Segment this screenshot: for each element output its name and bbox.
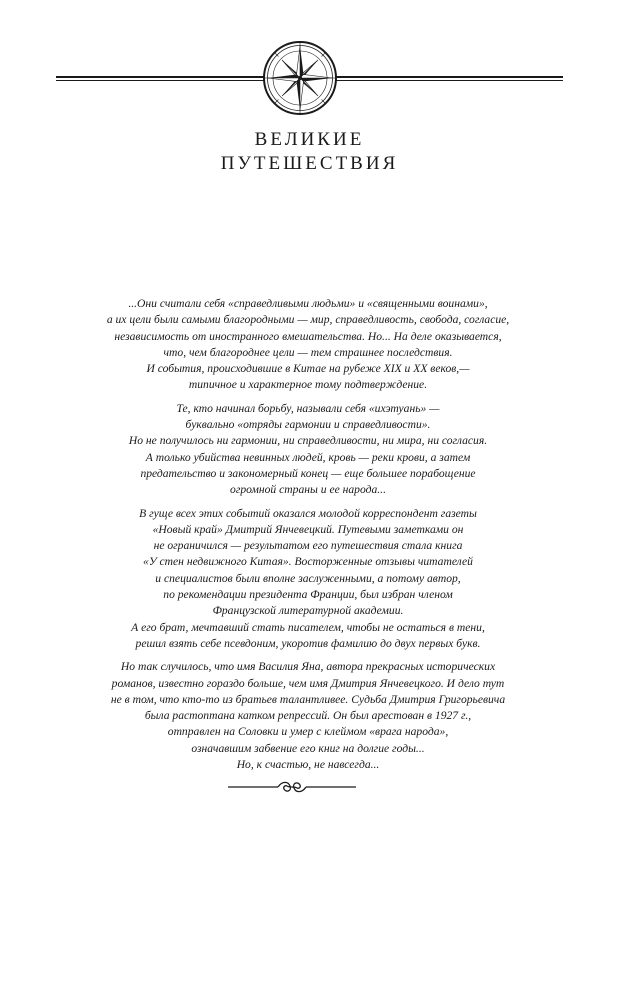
blurb-line: Те, кто начинал борьбу, называли себя «ихэтуань» — [176, 401, 440, 415]
blurb-paragraph-1 [88, 296, 528, 394]
book-blurb [88, 296, 528, 780]
blurb-paragraph-3 [88, 506, 528, 653]
blurb-line: романов, известно гораздо больше, чем имя Дмитрия Янчевецкого. И дело тут [111, 676, 505, 690]
blurb-line: В гуще всех этих событий оказался молодой корреспондент газеты [139, 506, 477, 520]
blurb-line: а их цели были самыми благородными — мир, справедливость, свобода, согласие, [106, 313, 510, 327]
blurb-line: независимость от иностранного вмешательства. Но... На деле оказывается, [114, 329, 502, 343]
blurb-line: ...Они считали себя «справедливыми людьми» и «священными воинами», [128, 297, 488, 310]
blurb-line: отправлен на Соловки и умер с клеймом «врага народа», [167, 725, 449, 739]
series-title-line-2: ПУТЕШЕСТВИЯ [220, 153, 399, 174]
blurb-line: А его брат, мечтавший стать писателем, чтобы не остаться в тени, [131, 620, 485, 634]
blurb-line: и специалистов были вполне заслуженными, а потому автор, [155, 571, 461, 585]
blurb-line: Но, к счастью, не навсегда... [236, 758, 380, 772]
blurb-line: А только убийства невинных людей, кровь — реки крови, а затем [145, 450, 471, 464]
blurb-line: по рекомендации президента Франции, был избран членом [163, 588, 453, 602]
blurb-paragraph-4 [88, 659, 528, 773]
blurb-line: «У стен недвижного Китая». Восторженные отзывы читателей [143, 555, 473, 569]
blurb-line: Но так случилось, что имя Василия Яна, автора прекрасных исторических [120, 660, 496, 674]
blurb-line: Но не получилось ни гармонии, ни справедливости, ни мира, ни согласия. [128, 434, 488, 448]
compass-rose-icon [262, 40, 338, 116]
blurb-line: предательство и закономерный конец — еще большее порабощение [140, 466, 476, 480]
blurb-line: огромной страны и ее народа... [230, 483, 386, 497]
blurb-line: типичное и характерное тому подтверждение. [188, 378, 428, 392]
series-title-line-1: ВЕЛИКИЕ [254, 129, 365, 150]
series-title [0, 128, 619, 176]
blurb-line: Французской литературной академии. [212, 604, 404, 618]
blurb-line: была растоптана катком репрессий. Он был арестован в 1927 г., [144, 709, 472, 723]
blurb-line: не в том, что кто-то из братьев талантливее. Судьба Дмитрия Григорьевича [110, 692, 506, 706]
blurb-line: «Новый край» Дмитрий Янчевецкий. Путевыми заметками он [152, 522, 464, 536]
blurb-line: И события, происходившие в Китае на рубеже XIX и XX веков,— [146, 362, 470, 376]
blurb-line: что, чем благороднее цели — тем страшнее последствия. [163, 345, 453, 359]
blurb-line: буквально «отряды гармонии и справедливости». [185, 418, 431, 432]
flourish-divider-icon [228, 777, 356, 797]
blurb-line: означавшим забвение его книг на долгие годы... [191, 741, 425, 755]
blurb-line: решил взять себе псевдоним, укоротив фамилию до двух первых букв. [135, 636, 481, 650]
blurb-line: не ограничился — результатом его путешествия стала книга [153, 539, 463, 553]
blurb-paragraph-2 [88, 401, 528, 499]
